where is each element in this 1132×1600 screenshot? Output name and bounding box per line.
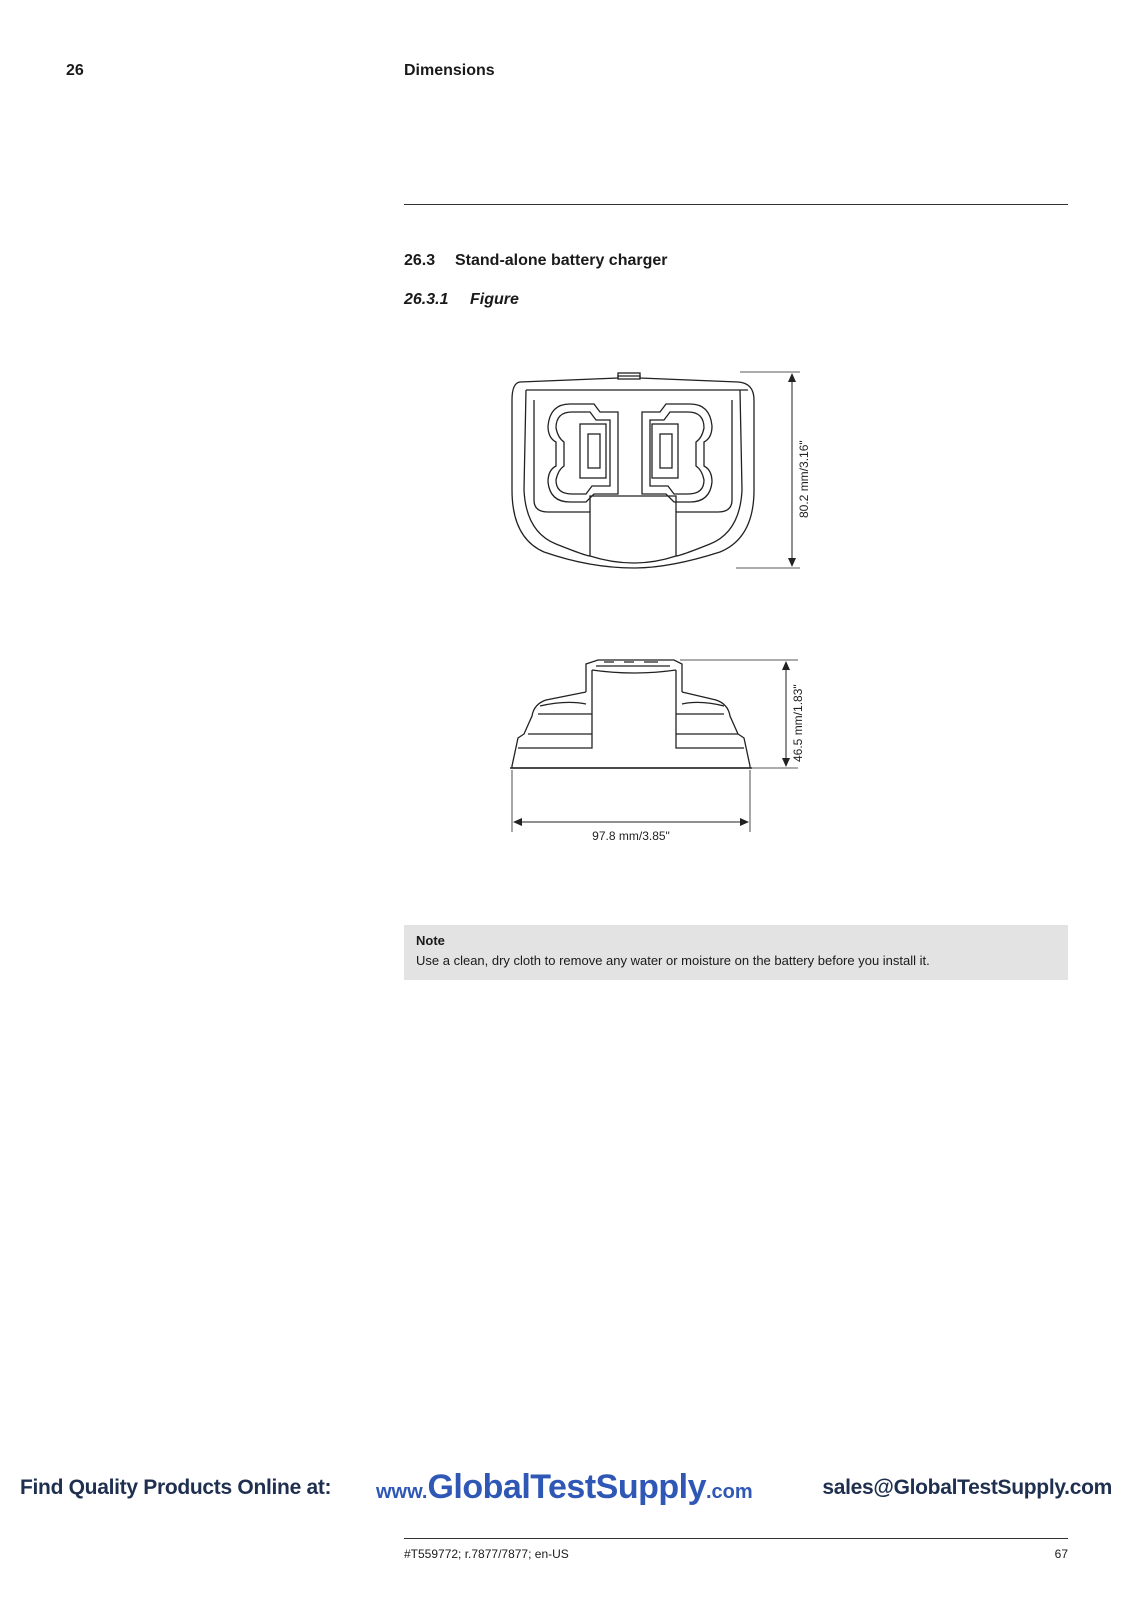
height-dimension-line: [736, 372, 800, 568]
charger-dimension-figure: [510, 370, 830, 860]
charger-side-view: [510, 660, 752, 768]
chapter-title: Dimensions: [404, 62, 495, 79]
width-label: 97.8 mm/3.85": [592, 829, 670, 843]
width-dimension-line: [512, 770, 750, 832]
section-heading: [404, 252, 668, 270]
note-title: Note: [416, 933, 445, 948]
subsection-title: Figure: [470, 291, 519, 308]
height-label: 80.2 mm/3.16": [797, 440, 811, 518]
url-suffix: .com: [706, 1481, 753, 1503]
section-number: 26.3: [404, 252, 436, 269]
note-box: [404, 925, 1068, 980]
url-brand: GlobalTestSupply: [427, 1468, 706, 1506]
header-divider: [404, 204, 1068, 205]
side-height-label: 46.5 mm/1.83": [791, 684, 805, 762]
page-number: 67: [1054, 1547, 1068, 1561]
charger-top-view: [512, 373, 754, 568]
subsection-heading: [404, 291, 519, 309]
subsection-number: 26.3.1: [404, 291, 449, 308]
banner-website-link[interactable]: [376, 1468, 753, 1507]
section-title: Stand-alone battery charger: [455, 252, 668, 269]
promo-banner: [20, 1468, 1112, 1508]
banner-tagline: Find Quality Products Online at:: [20, 1476, 332, 1499]
banner-email-link[interactable]: sales@GlobalTestSupply.com: [822, 1476, 1112, 1499]
note-text: Use a clean, dry cloth to remove any water or moisture on the battery before you install it.: [416, 953, 930, 968]
footer-divider: [404, 1538, 1068, 1539]
url-prefix: www.: [376, 1481, 428, 1503]
chapter-number: 26: [66, 62, 84, 79]
document-id: #T559772; r.7877/7877; en-US: [404, 1547, 569, 1561]
